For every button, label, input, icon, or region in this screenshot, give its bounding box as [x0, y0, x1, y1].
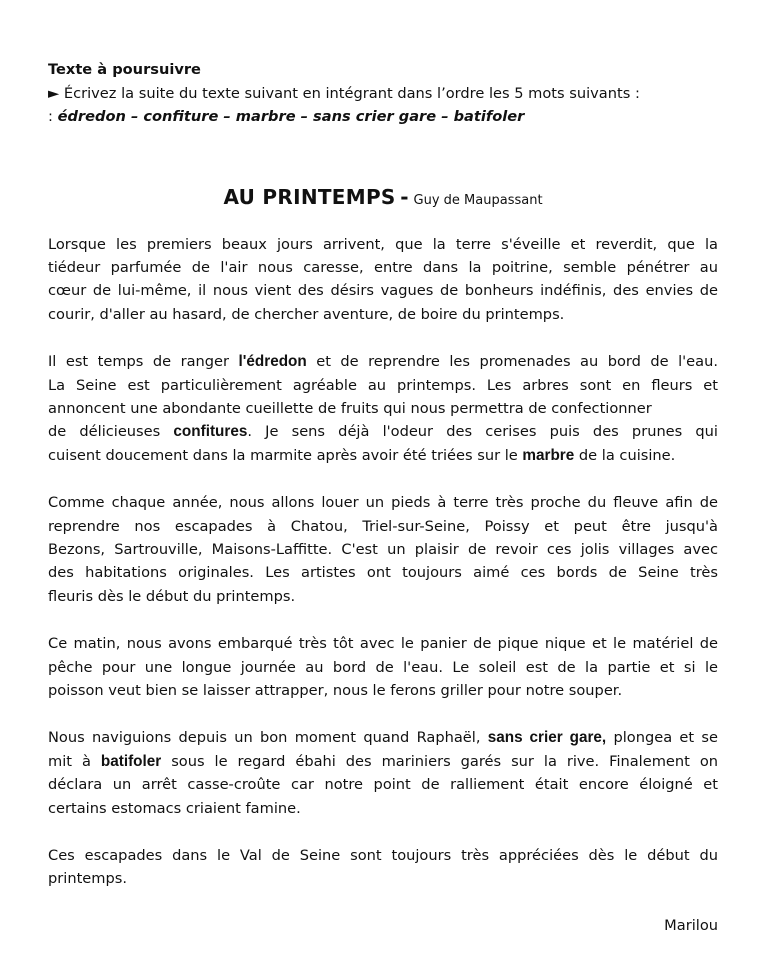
text-line: [48, 444, 718, 467]
title-author: Guy de Maupassant: [413, 192, 543, 208]
text-span: mit à: [48, 752, 91, 770]
text-line: certains estomacs criaient famine.: [48, 799, 301, 817]
keyword-confitures: confitures: [173, 423, 248, 441]
paragraph-1: [48, 233, 718, 327]
text-line: fleuris dès le début du printemps.: [48, 587, 296, 605]
instructions-heading: Texte à poursuivre: [48, 61, 201, 78]
document-page: [48, 58, 718, 934]
text-span: . Je sens déjà l'odeur des cerises puis des prunes qui: [247, 423, 718, 441]
required-words: édredon – confiture – marbre – sans crier gare – batifoler: [57, 108, 525, 125]
text-line: tiédeur parfumée de l'air nous caresse, entre dans la poitrine, semble pénétrer au: [48, 258, 718, 276]
text-span: Nous naviguions depuis un bon moment quand Raphaël,: [48, 729, 481, 747]
text-line: déclara un arrêt casse-croûte car notre point de ralliement était encore éloigné et: [48, 776, 718, 794]
text-line: Bezons, Sartrouville, Maisons-Laffitte. C'est un plaisir de revoir ces jolis villages avec: [48, 540, 718, 558]
text-line: [48, 350, 718, 373]
text-line: reprendre nos escapades à Chatou, Triel-sur-Seine, Poissy et peut être jusqu'à: [48, 517, 718, 535]
text-line: [48, 750, 718, 773]
instruction-sentence: Écrivez la suite du texte suivant en intégrant dans l’ordre les 5 mots suivants :: [63, 84, 640, 102]
text-line: Comme chaque année, nous allons louer un pieds à terre très proche du fleuve afin de: [48, 494, 718, 512]
text-line: poisson veut bien se laisser attrapper, nous le ferons griller pour notre souper.: [48, 682, 623, 699]
instructions-text: [48, 82, 718, 106]
paragraph-3: [48, 491, 718, 608]
paragraph-5: [48, 726, 718, 820]
text-span: Il est temps de ranger: [48, 353, 230, 371]
text-span: de la cuisine.: [578, 446, 676, 464]
text-span: plongea et se: [613, 729, 719, 747]
text-span: et de reprendre les promenades au bord de l'eau.: [316, 353, 718, 371]
text-line: Ces escapades dans le Val de Seine sont toujours très appréciées dès le début du: [48, 847, 718, 865]
text-line: courir, d'aller au hasard, de chercher aventure, de boire du printemps.: [48, 305, 565, 323]
text-line: [48, 420, 718, 443]
keyword-sans-crier-gare: sans crier gare,: [487, 729, 607, 747]
keyword-batifoler: batifoler: [100, 752, 162, 770]
text-span: cuisent doucement dans la marmite après avoir été triées sur le: [48, 446, 518, 464]
required-words-line: [48, 105, 718, 129]
keyword-edredon: l'édredon: [238, 353, 307, 371]
words-prefix: :: [48, 108, 53, 125]
text-line: Ce matin, nous avons embarqué très tôt avec le panier de pique nique et le matériel de: [48, 635, 718, 653]
paragraph-4: [48, 632, 718, 702]
paragraph-2: [48, 350, 718, 467]
arrow-bullet-icon: ►: [48, 84, 60, 102]
page-title: AU PRINTEMPS: [223, 184, 396, 209]
text-span: de délicieuses: [48, 423, 161, 441]
text-line: des habitations originales. Les artistes ont toujours aimé ces bords de Seine très: [48, 564, 718, 582]
signature: Marilou: [664, 916, 718, 934]
text-line: pêche pour une longue journée au bord de l'eau. Le soleil est de la partie et si le: [48, 658, 718, 676]
title-separator: -: [400, 184, 409, 209]
text-line: cœur de lui-même, il nous vient des désirs vagues de bonheurs indéfinis, des envies de: [48, 282, 718, 300]
text-span: sous le regard ébahi des mariniers garés sur la rive. Finalement on: [171, 752, 719, 770]
text-line: printemps.: [48, 870, 127, 888]
text-line: [48, 726, 718, 749]
paragraph-6: [48, 844, 718, 891]
title-row: [48, 185, 718, 209]
text-line: La Seine est particulièrement agréable au printemps. Les arbres sont en fleurs et: [48, 376, 718, 394]
text-line: Lorsque les premiers beaux jours arrivent, que la terre s'éveille et reverdit, que la: [48, 235, 718, 253]
instructions-block: [48, 58, 718, 129]
keyword-marbre: marbre: [522, 446, 575, 464]
text-line: annoncent une abondante cueillette de fruits qui nous permettra de confectionner: [48, 399, 652, 417]
